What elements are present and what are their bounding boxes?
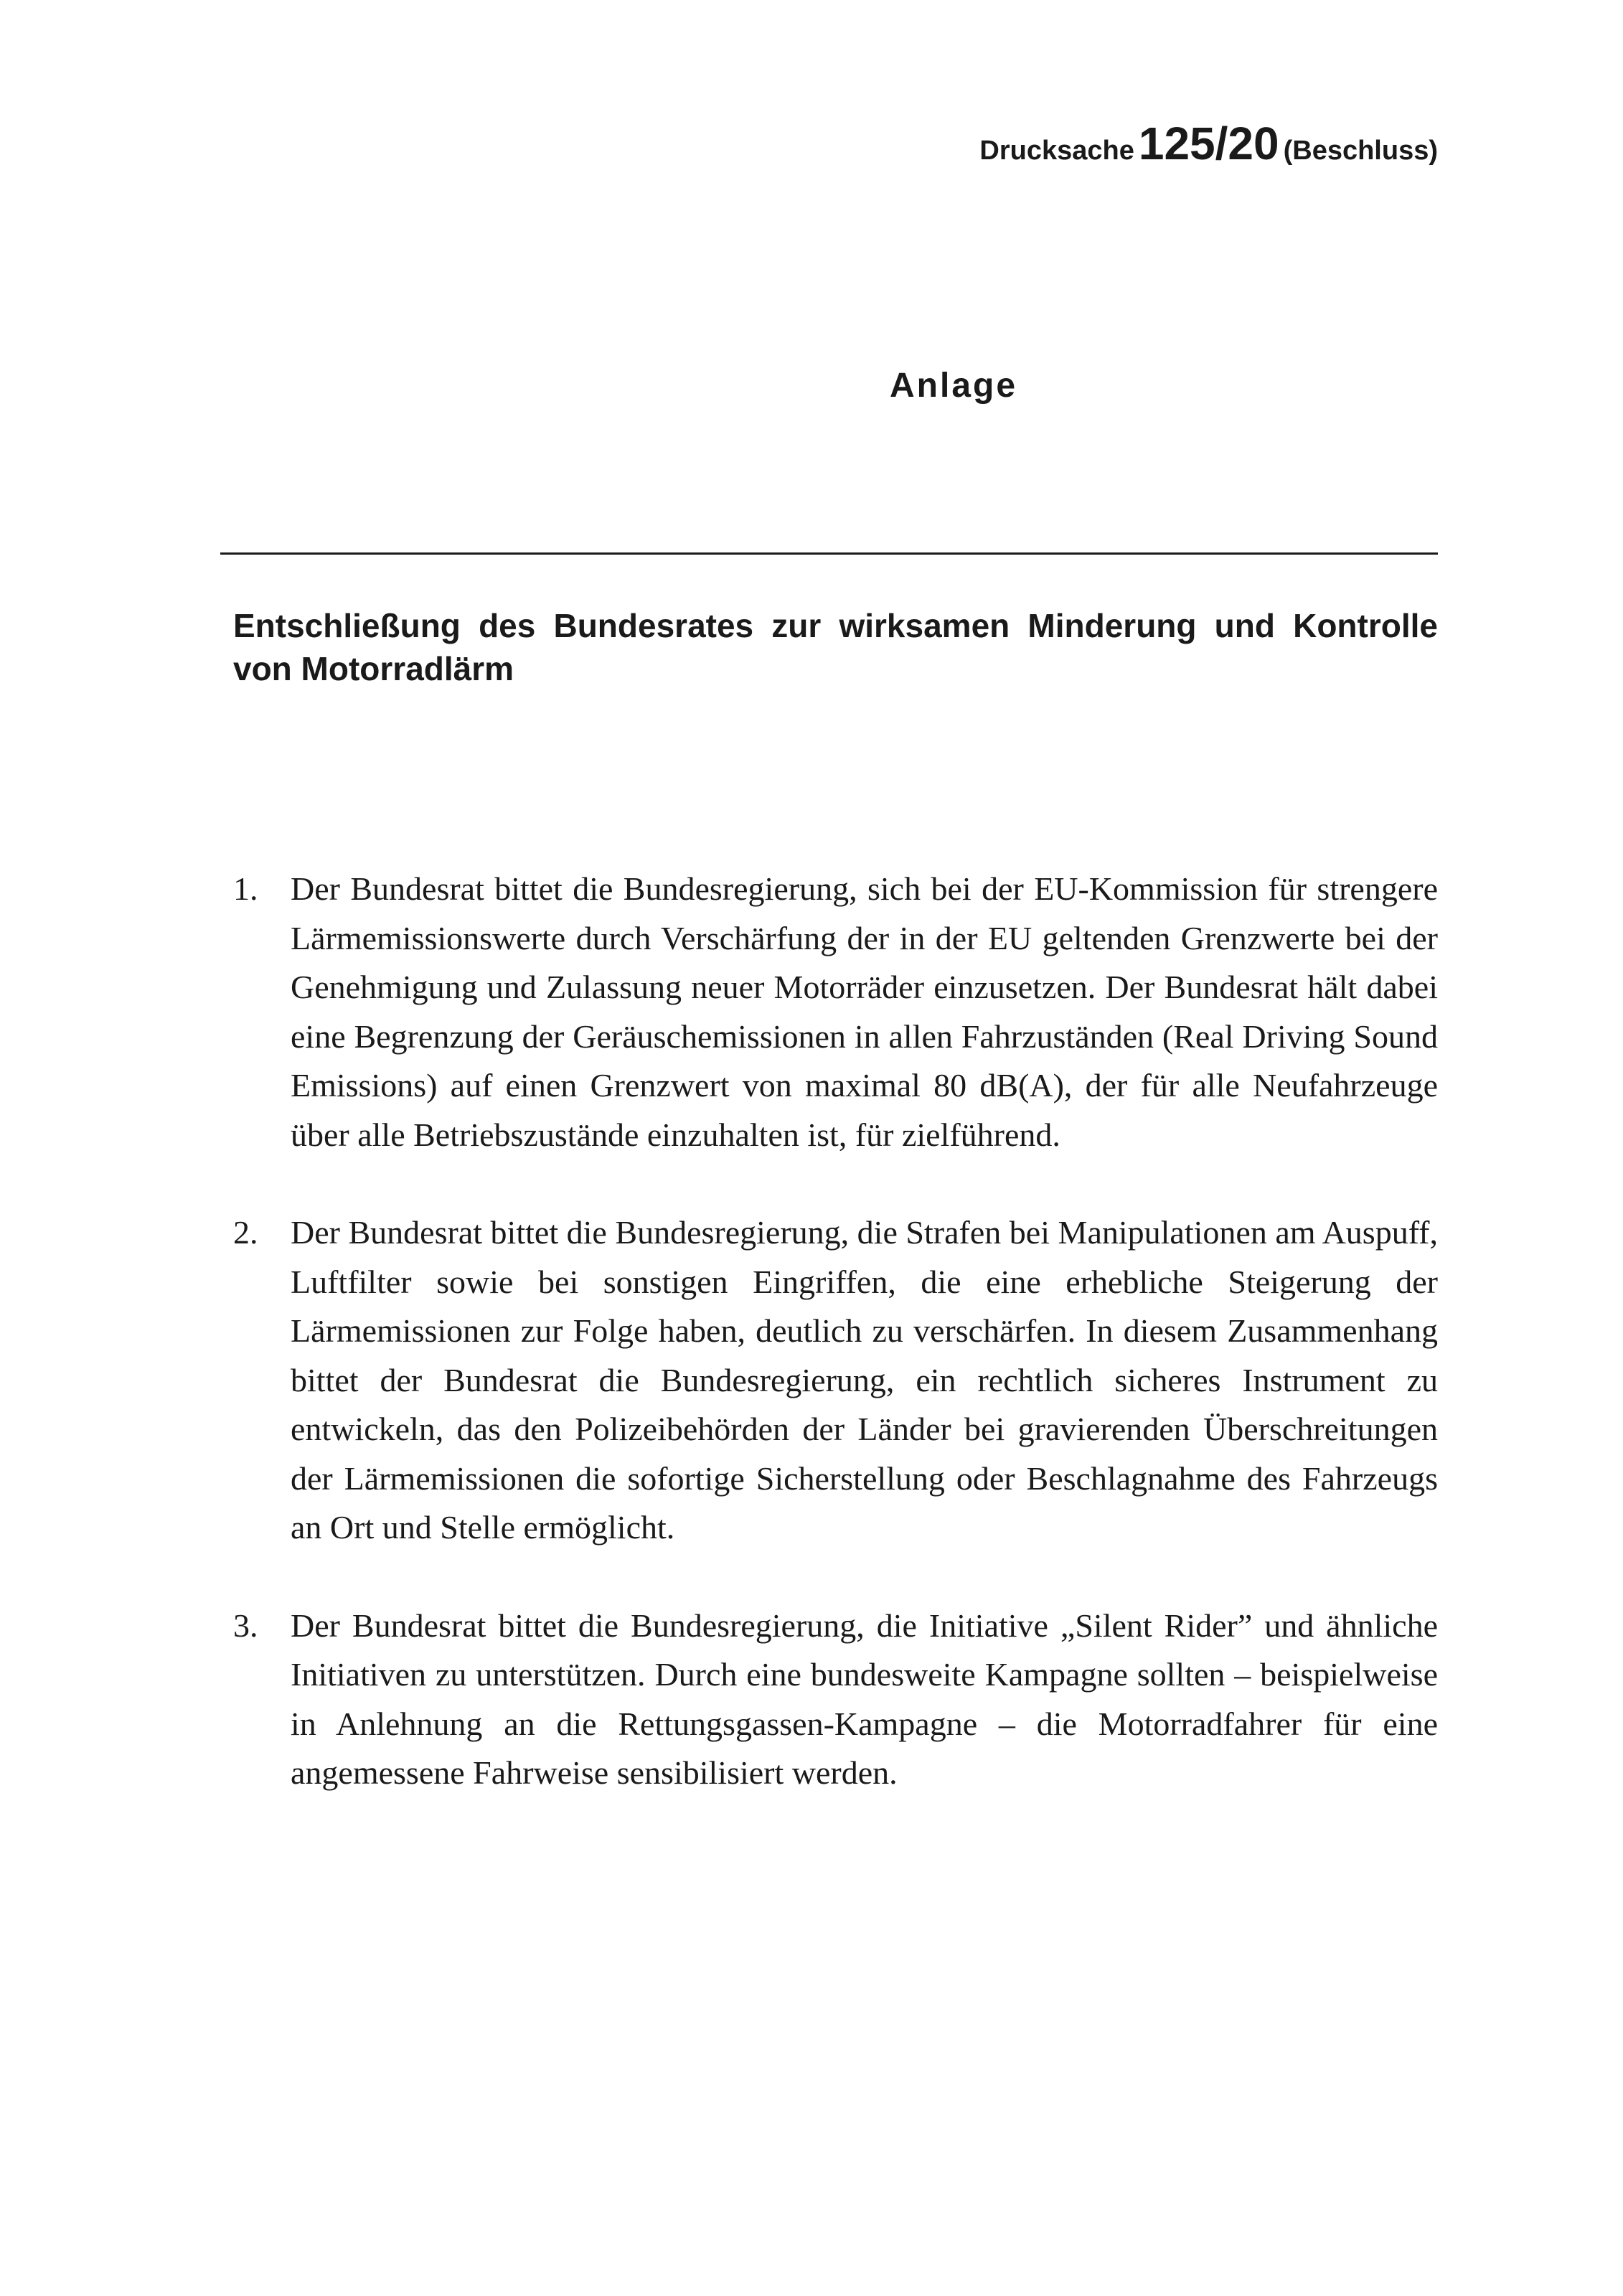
item-text: Der Bundesrat bittet die Bundesregierung, sich bei der EU-Kommission für strengere Lärmemissionswerte durch Verschärfung der in der EU geltenden Grenzwerte bei der Genehmigung und Zulassung neuer Motorräder einzusetzen. Der Bundesrat hält dabei eine Begrenzung der Geräuschemissionen in allen Fahrzuständen (Real Driving Sound Emissions) auf einen Grenzwert von maximal 80 dB(A), der für alle Neufahrzeuge über alle Betriebszustände einzuhalten ist, für zielführend. <box>291 870 1438 1153</box>
reference-number: 125/20 <box>1138 118 1279 169</box>
annex-heading: Anlage <box>890 367 1018 405</box>
item-text: Der Bundesrat bittet die Bundesregierung, die Initiative „Silent Rider” und ähnliche Initiativen zu unterstützen. Durch eine bundesweite Kampagne sollten – beispielweise in Anlehnung an die Rettungsgassen-Kampagne – die Motorradfahrer für eine angemessene Fahrweise sensibilisiert werden. <box>291 1606 1438 1791</box>
horizontal-divider <box>220 552 1438 555</box>
item-number: 3. <box>233 1606 258 1644</box>
resolution-item <box>233 865 1438 1159</box>
resolution-item <box>233 1208 1438 1553</box>
item-number: 2. <box>233 1214 258 1251</box>
reference-suffix: (Beschluss) <box>1283 136 1438 166</box>
resolution-items <box>233 865 1438 1847</box>
document-title: Entschließung des Bundesrates zur wirksamen Minderung und Kontrolle von Motorradlärm <box>233 607 1438 687</box>
reference-label: Drucksache <box>979 136 1134 166</box>
item-number: 1. <box>233 870 258 907</box>
resolution-item <box>233 1601 1438 1798</box>
item-text: Der Bundesrat bittet die Bundesregierung, die Strafen bei Manipulationen am Auspuff, Luftfilter sowie bei sonstigen Eingriffen, die eine erhebliche Steigerung der Lärmemissionen zur Folge haben, deutlich zu verschärfen. In diesem Zusammenhang bittet der Bundesrat die Bundesregierung, ein rechtlich sicheres Instrument zu entwickeln, das den Polizeibehörden der Länder bei gravierenden Überschreitungen der Lärmemissionen die sofortige Sicherstellung oder Beschlagnahme des Fahrzeugs an Ort und Stelle ermöglicht. <box>291 1214 1438 1545</box>
document-reference <box>979 118 1438 169</box>
